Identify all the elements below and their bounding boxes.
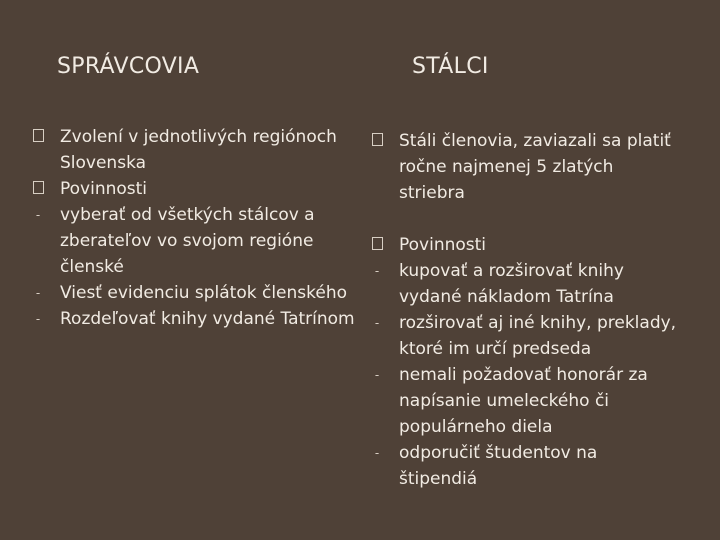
list-item-text: Zvolení v jednotlivých regiónoch Slovenska	[60, 127, 337, 173]
right-column-list	[369, 128, 679, 492]
list-item	[30, 124, 360, 176]
square-bullet-icon	[369, 232, 385, 258]
list-item	[369, 258, 679, 310]
list-item	[369, 362, 679, 440]
left-column-title: SPRÁVCOVIA	[57, 54, 200, 79]
dash-bullet-icon: -	[374, 446, 380, 460]
list-item-text: Povinnosti	[399, 235, 487, 255]
list-item-text: odporučiť študentov na štipendiá	[399, 443, 598, 489]
list-item	[30, 176, 360, 202]
list-item-text: nemali požadovať honorár za napísanie umeleckého či populárneho diela	[399, 365, 648, 437]
square-bullet-icon	[369, 128, 385, 154]
square-bullet-icon	[30, 124, 46, 150]
list-item-text: Viesť evidenciu splátok členského	[60, 283, 348, 303]
list-item	[30, 202, 360, 280]
dash-bullet-icon: -	[374, 316, 380, 330]
list-item-text: rozširovať aj iné knihy, preklady, ktoré im určí predseda	[399, 313, 677, 359]
dash-bullet-icon: -	[35, 312, 41, 326]
list-item	[369, 232, 679, 258]
list-item-text: Povinnosti	[60, 179, 148, 199]
list-item	[369, 310, 679, 362]
list-item-text: Rozdeľovať knihy vydané Tatrínom	[60, 309, 355, 329]
left-column-list	[30, 124, 360, 332]
dash-bullet-icon: -	[374, 264, 380, 278]
list-item	[30, 306, 360, 332]
list-item	[369, 440, 679, 492]
dash-bullet-icon: -	[35, 208, 41, 222]
dash-bullet-icon: -	[35, 286, 41, 300]
right-column-title: STÁLCI	[412, 54, 489, 79]
list-item-text: Stáli členovia, zaviazali sa platiť ročne najmenej 5 zlatých striebra	[399, 131, 671, 203]
list-item-text: vyberať od všetkých stálcov a zberateľov vo svojom regióne členské	[60, 205, 315, 277]
list-item	[369, 128, 679, 206]
list-item	[30, 280, 360, 306]
list-item-text: kupovať a rozširovať knihy vydané nákladom Tatrína	[399, 261, 624, 307]
square-bullet-icon	[30, 176, 46, 202]
dash-bullet-icon: -	[374, 368, 380, 382]
